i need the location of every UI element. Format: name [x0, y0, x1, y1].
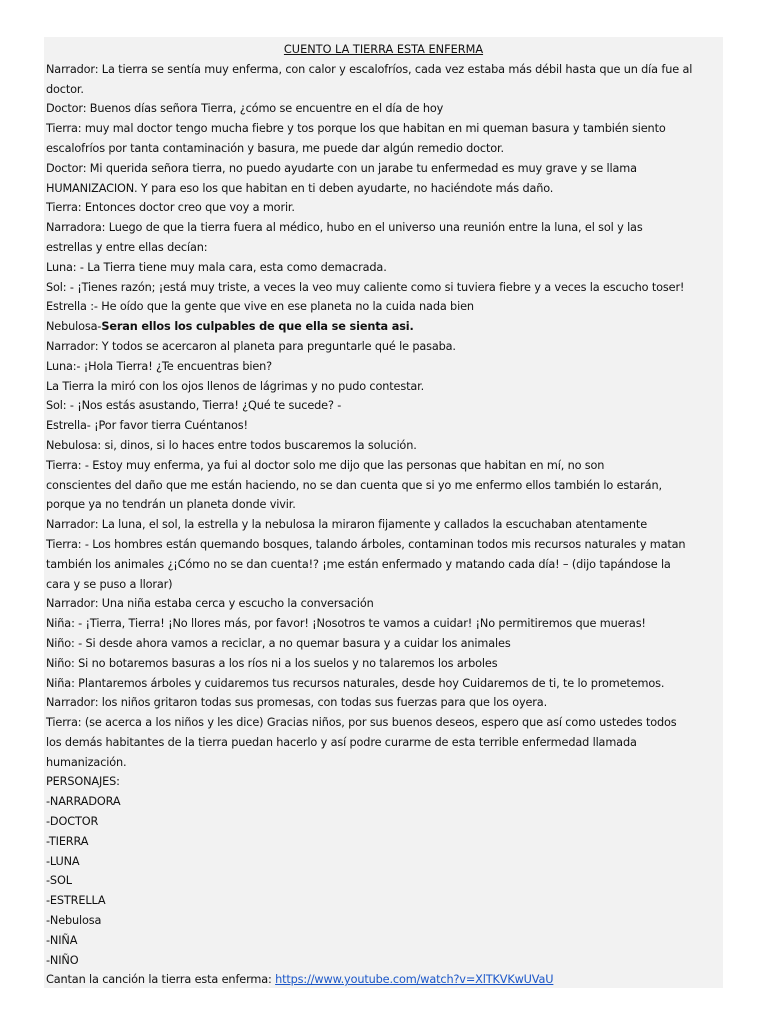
document-title: CUENTO LA TIERRA ESTA ENFERMA: [283, 43, 484, 56]
text-line: Niña: - ¡Tierra, Tierra! ¡No llores más, por favor! ¡Nosotros te vamos a cuidar! ¡No permitiremos que mueras!: [46, 617, 646, 631]
text-line: Tierra: muy mal doctor tengo mucha fiebre y tos porque los que habitan en mi queman basura y también siento: [46, 122, 666, 136]
text-line: estrellas y entre ellas decían:: [46, 240, 208, 254]
text-line: Narrador: Y todos se acercaron al planeta para preguntarle qué le pasaba.: [46, 339, 456, 353]
text-line: La Tierra la miró con los ojos llenos de lágrimas y no pudo contestar.: [46, 379, 425, 393]
text-line: -NIÑO: [46, 953, 79, 967]
text-line: -DOCTOR: [46, 815, 99, 829]
text-line: Niño: - Si desde ahora vamos a reciclar, a no quemar basura y a cuidar los animales: [46, 636, 511, 650]
story-lines-continued: [46, 337, 721, 971]
text-line: -ESTRELLA: [46, 894, 106, 908]
text-line: Tierra: - Estoy muy enferma, ya fui al doctor solo me dijo que las personas que habitan en mí, no son: [46, 458, 605, 472]
text-line: -LUNA: [46, 854, 80, 868]
song-line: [46, 970, 721, 988]
text-line: Tierra: Entonces doctor creo que voy a morir.: [46, 201, 295, 215]
nebulosa-prefix: Nebulosa-: [46, 320, 102, 334]
text-line: Niño: Si no botaremos basuras a los ríos ni a los suelos y no talaremos los arboles: [46, 656, 498, 670]
text-line: Narrador: La luna, el sol, la estrella y la nebulosa la miraron fijamente y callados la escuchaban atentamente: [46, 518, 648, 532]
text-line: Tierra: - Los hombres están quemando bosques, talando árboles, contaminan todos mis recursos naturales y matan: [46, 537, 686, 551]
text-line: Nebulosa: si, dinos, si lo haces entre todos buscaremos la solución.: [46, 438, 417, 452]
text-line: -Nebulosa: [46, 914, 102, 928]
nebulosa-bold-text: Seran ellos los culpables de que ella se sienta asi.: [101, 320, 414, 334]
text-line: -NARRADORA: [46, 795, 121, 809]
text-line: doctor.: [46, 82, 84, 96]
song-prefix: Cantan la canción la tierra esta enferma:: [46, 973, 276, 987]
text-line: Narrador: los niños gritaron todas sus promesas, con todas sus fuerzas para que los oyera.: [46, 696, 548, 710]
text-line: Luna: - La Tierra tiene muy mala cara, esta como demacrada.: [46, 260, 387, 274]
text-line: Niña: Plantaremos árboles y cuidaremos tus recursos naturales, desde hoy Cuidaremos de ti, te lo prometemos.: [46, 676, 665, 690]
text-line: también los animales ¿¡Cómo no se dan cuenta!? ¡me están enfermado y matando cada día! – (dijo tapándose la: [46, 557, 671, 571]
text-line: PERSONAJES:: [46, 775, 120, 789]
text-line: Estrella- ¡Por favor tierra Cuéntanos!: [46, 419, 248, 433]
text-line: Sol: - ¡Nos estás asustando, Tierra! ¿Qué te sucede? -: [46, 399, 342, 413]
text-line: cara y se puso a llorar): [46, 577, 173, 591]
text-line: Doctor: Mi querida señora tierra, no puedo ayudarte con un jarabe tu enfermedad es muy grave y se llama: [46, 161, 637, 175]
text-line: Narradora: Luego de que la tierra fuera al médico, hubo en el universo una reunión entre la luna, el sol y las: [46, 221, 643, 235]
text-line: porque ya no tendrán un planeta donde vivir.: [46, 498, 296, 512]
text-line: escalofríos por tanta contaminación y basura, me puede dar algún remedio doctor.: [46, 141, 504, 155]
nebulosa-line: [46, 317, 721, 337]
youtube-link[interactable]: https://www.youtube.com/watch?v=XlTKVKwUVaU: [275, 973, 554, 987]
text-line: Sol: - ¡Tienes razón; ¡está muy triste, a veces la veo muy caliente como si tuviera fiebre y a veces la escucho toser!: [46, 280, 685, 294]
text-line: -TIERRA: [46, 834, 89, 848]
text-line: Narrador: Una niña estaba cerca y escucho la conversación: [46, 597, 374, 611]
text-line: humanización.: [46, 755, 127, 769]
text-line: -SOL: [46, 874, 72, 888]
text-line: los demás habitantes de la tierra puedan hacerlo y así podre curarme de esta terrible enfermedad llamada: [46, 735, 637, 749]
document-page: [44, 37, 723, 988]
text-line: HUMANIZACION. Y para eso los que habitan en ti deben ayudarte, no haciéndote más daño.: [46, 181, 554, 195]
story-lines: [46, 60, 721, 317]
text-line: -NIÑA: [46, 933, 78, 947]
text-line: conscientes del daño que me están haciendo, no se dan cuenta que si yo me enfermo ellos también lo estarán,: [46, 478, 662, 492]
text-line: Narrador: La tierra se sentía muy enferma, con calor y escalofríos, cada vez estaba más débil hasta que un día fue al: [46, 62, 693, 76]
text-line: Estrella :- He oído que la gente que vive en ese planeta no la cuida nada bien: [46, 300, 474, 314]
text-line: Doctor: Buenos días señora Tierra, ¿cómo se encuentre en el día de hoy: [46, 102, 444, 116]
text-line: Luna:- ¡Hola Tierra! ¿Te encuentras bien?: [46, 359, 273, 373]
text-line: Tierra: (se acerca a los niños y les dice) Gracias niños, por sus buenos deseos, espero que así como ustedes todos: [46, 716, 677, 730]
